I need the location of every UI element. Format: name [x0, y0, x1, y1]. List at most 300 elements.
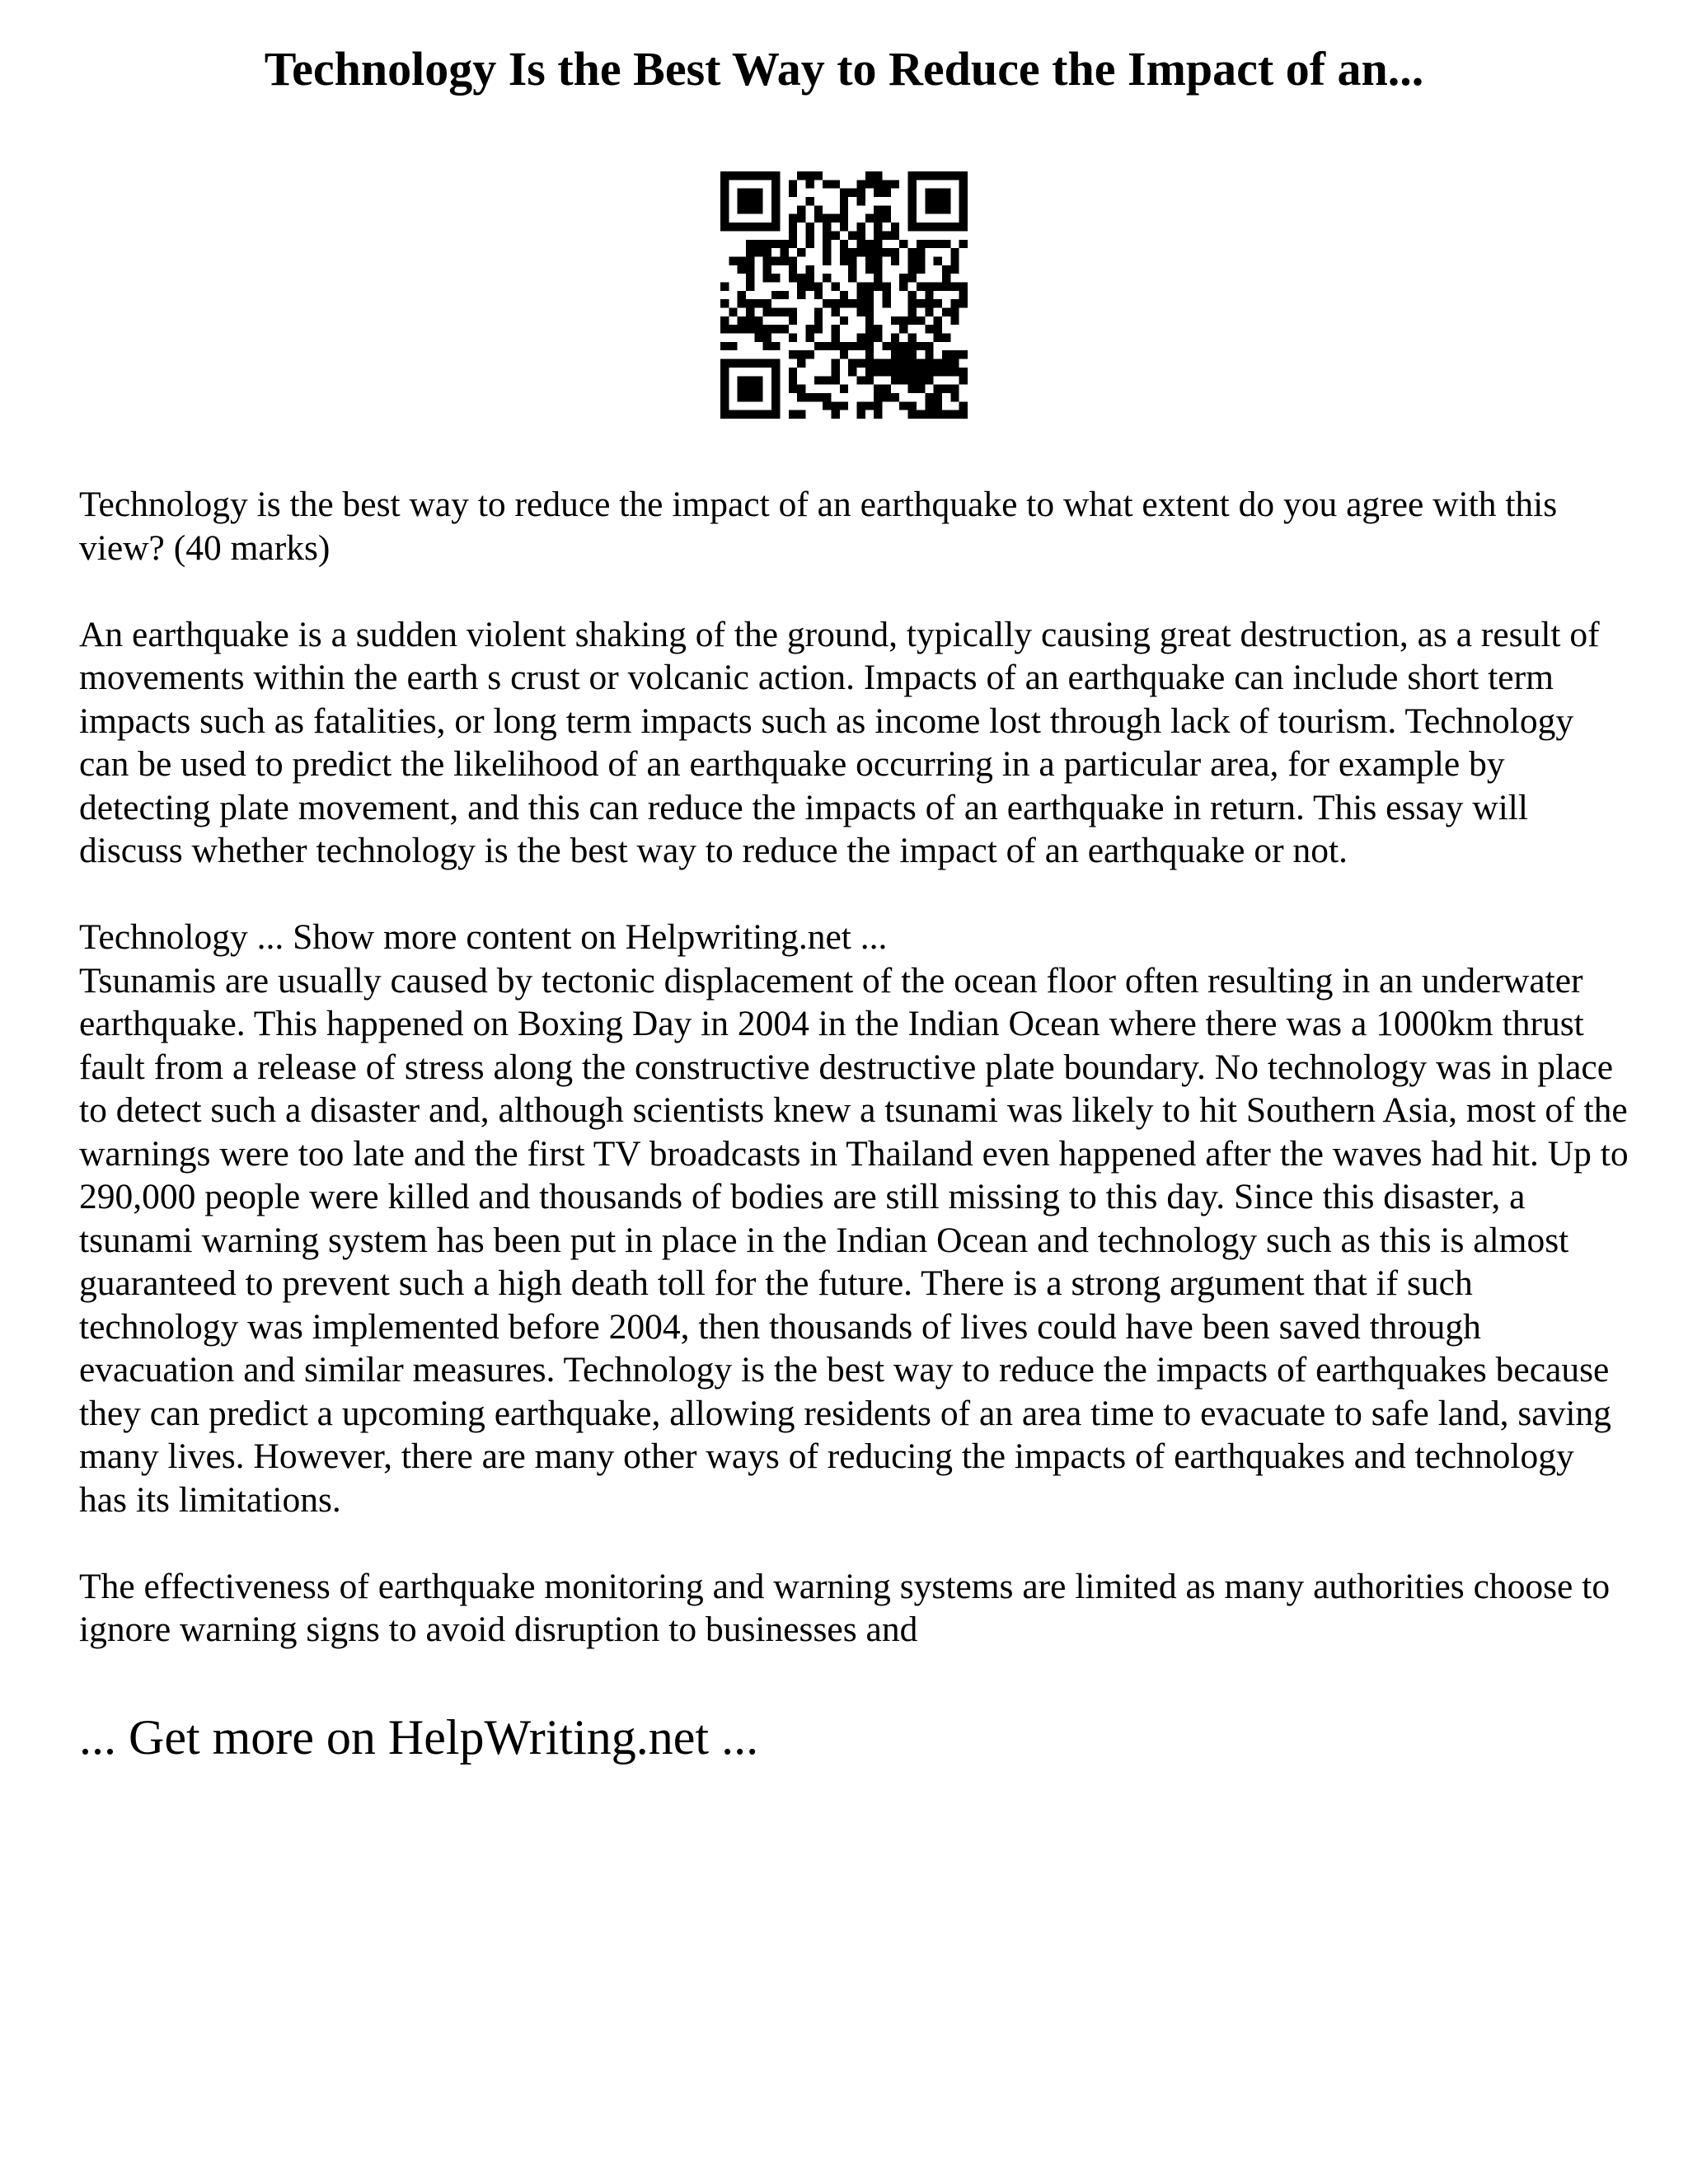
qr-module	[840, 316, 848, 325]
qr-module	[874, 189, 882, 197]
qr-module	[874, 334, 882, 342]
qr-module	[814, 282, 823, 290]
qr-module	[848, 274, 856, 282]
qr-module	[950, 410, 959, 419]
qr-module	[754, 316, 762, 325]
qr-module	[865, 291, 874, 299]
qr-module	[754, 325, 762, 333]
qr-module	[857, 376, 865, 384]
qr-module	[857, 299, 865, 307]
qr-module	[840, 291, 848, 299]
qr-module	[883, 359, 891, 368]
qr-module	[763, 308, 771, 316]
qr-module	[950, 350, 959, 359]
qr-module	[814, 171, 823, 180]
qr-module	[746, 282, 754, 290]
qr-module	[874, 274, 882, 282]
qr-module	[942, 350, 950, 359]
qr-module	[874, 368, 882, 376]
essay-body-paragraph: Tsunamis are usually caused by tectonic displacement of the ocean floor often resulting in an underwater earthquake. This happened on Boxing Day in 2004 in the Indian Ocean where there was a 1000km thrust fault from a release of stress along the constructive destructive plate boundary. No technology was in place to detect such a disaster and, although scientists knew a tsunami was likely to hit Southern Asia, most of the warnings were too late and the first TV broadcasts in Thailand even happened after the waves had hit. Up to 290,000 people were killed and thousands of bodies are still missing to this day. Since this disaster, a tsunami warning system has been put in place in the Indian Ocean and technology such as this is almost guaranteed to prevent such a high death toll for the future. There is a strong argument that if such technology was implemented before 2004, then thousands of lives could have been saved through evacuation and similar measures. Technology is the best way to reduce the impacts of earthquakes because they can predict a upcoming earthquake, allowing residents of an area time to evacuate to safe land, saving many lives. However, there are many other ways of reducing the impacts of earthquakes and technology has its limitations.	[79, 960, 1629, 1520]
qr-code-icon	[720, 171, 968, 419]
qr-module	[763, 256, 771, 265]
qr-module	[831, 231, 839, 239]
qr-timing-module	[771, 342, 780, 350]
qr-module	[950, 299, 959, 307]
qr-module	[942, 265, 950, 274]
qr-module	[883, 205, 891, 213]
qr-module	[805, 231, 814, 239]
qr-module	[840, 256, 848, 265]
qr-module	[942, 359, 950, 368]
qr-module	[848, 189, 856, 197]
qr-module	[908, 299, 917, 307]
qr-finder-top-right-right	[959, 180, 968, 223]
qr-module	[925, 308, 933, 316]
document-title: Technology Is the Best Way to Reduce the Impact of an...	[264, 42, 1424, 96]
qr-module	[950, 359, 959, 368]
qr-module	[840, 350, 848, 359]
qr-module	[934, 299, 942, 307]
qr-module	[805, 240, 814, 248]
qr-module	[805, 265, 814, 274]
qr-module	[763, 265, 771, 274]
qr-module	[917, 282, 925, 290]
qr-module	[805, 325, 814, 333]
qr-module	[746, 274, 754, 282]
qr-module	[848, 342, 856, 350]
qr-module	[925, 282, 933, 290]
qr-module	[823, 342, 831, 350]
qr-module	[814, 316, 823, 325]
qr-module	[865, 282, 874, 290]
qr-module	[934, 385, 942, 393]
qr-module	[754, 334, 762, 342]
qr-module	[942, 334, 950, 342]
qr-timing-module	[840, 223, 848, 231]
qr-module	[823, 180, 831, 188]
qr-module	[831, 334, 839, 342]
qr-module	[908, 385, 917, 393]
qr-module	[814, 308, 823, 316]
qr-module	[959, 350, 968, 359]
qr-module	[899, 350, 907, 359]
qr-module	[831, 342, 839, 350]
essay-introduction: An earthquake is a sudden violent shaking of the ground, typically causing great destruction, as a result of movements within the earth s crust or volcanic action. Impacts of an earthquake can include short term impacts such as fatalities, or long term impacts such as income lost through lack of tourism. Technology can be used to predict the likelihood of an earthquake occurring in a particular area, for example by detecting plate movement, and this can reduce the impacts of an earthquake in return. This essay will discuss whether technology is the best way to reduce the impact of an earthquake or not.	[79, 614, 1600, 870]
qr-module	[746, 316, 754, 325]
qr-module	[883, 282, 891, 290]
qr-module	[874, 359, 882, 368]
qr-module	[950, 316, 959, 325]
qr-module	[908, 291, 917, 299]
qr-module	[814, 214, 823, 223]
qr-module	[865, 316, 874, 325]
qr-module	[780, 291, 788, 299]
qr-module	[831, 180, 839, 188]
qr-module	[942, 368, 950, 376]
qr-module	[865, 240, 874, 248]
qr-module	[959, 376, 968, 384]
qr-module	[891, 334, 899, 342]
qr-module	[857, 231, 865, 239]
qr-module	[831, 359, 839, 368]
qr-alignment-left	[891, 350, 899, 376]
qr-module	[891, 393, 899, 401]
qr-module	[899, 240, 907, 248]
qr-module	[797, 385, 805, 393]
qr-module	[780, 248, 788, 256]
qr-module	[805, 393, 814, 401]
qr-module	[754, 299, 762, 307]
qr-module	[925, 393, 933, 401]
qr-module	[874, 256, 882, 265]
qr-module	[729, 342, 737, 350]
qr-module	[746, 248, 754, 256]
qr-module	[848, 265, 856, 274]
qr-module	[883, 299, 891, 307]
qr-module	[925, 291, 933, 299]
qr-module	[925, 401, 933, 410]
qr-module	[738, 299, 746, 307]
qr-module	[934, 325, 942, 333]
qr-finder-top-right-top	[908, 171, 968, 180]
qr-module	[840, 240, 848, 248]
qr-module	[814, 342, 823, 350]
qr-module	[848, 248, 856, 256]
qr-module	[789, 316, 797, 325]
qr-module	[874, 385, 882, 393]
qr-module	[857, 401, 865, 410]
qr-module	[934, 359, 942, 368]
qr-module	[805, 334, 814, 342]
qr-module	[917, 256, 925, 265]
qr-module	[959, 410, 968, 419]
qr-module	[874, 180, 882, 188]
qr-module	[857, 189, 865, 197]
qr-module	[959, 368, 968, 376]
qr-module	[738, 256, 746, 265]
qr-module	[814, 325, 823, 333]
qr-module	[899, 401, 907, 410]
qr-module	[917, 265, 925, 274]
qr-module	[720, 316, 729, 325]
qr-module	[865, 401, 874, 410]
qr-module	[891, 316, 899, 325]
qr-module	[865, 265, 874, 274]
qr-module	[763, 274, 771, 282]
qr-module	[899, 325, 907, 333]
qr-module	[908, 401, 917, 410]
qr-module	[883, 248, 891, 256]
qr-module	[857, 197, 865, 205]
qr-timing-module	[823, 223, 831, 231]
qr-module	[754, 248, 762, 256]
qr-module	[789, 214, 797, 223]
essay-closing-paragraph: The effectiveness of earthquake monitoring and warning systems are limited as many authorities choose to ignore warning signs to avoid disruption to businesses and	[79, 1566, 1611, 1649]
qr-module	[789, 180, 797, 188]
qr-module	[831, 368, 839, 376]
qr-module	[891, 231, 899, 239]
qr-module	[746, 240, 754, 248]
qr-module	[780, 256, 788, 265]
qr-module	[865, 308, 874, 316]
qr-module	[908, 334, 917, 342]
qr-module	[823, 299, 831, 307]
qr-module	[934, 393, 942, 401]
qr-timing-module	[771, 274, 780, 282]
qr-module	[805, 197, 814, 205]
qr-module	[789, 410, 797, 419]
qr-module	[805, 350, 814, 359]
qr-module	[823, 274, 831, 282]
qr-module	[738, 325, 746, 333]
qr-module	[789, 189, 797, 197]
qr-module	[942, 410, 950, 419]
qr-finder-bottom-left-center	[738, 376, 763, 401]
qr-module	[857, 410, 865, 419]
qr-module	[925, 410, 933, 419]
qr-module	[874, 393, 882, 401]
qr-module	[865, 299, 874, 307]
qr-module	[899, 282, 907, 290]
qr-module	[746, 308, 754, 316]
qr-timing-module	[771, 240, 780, 248]
qr-module	[865, 180, 874, 188]
qr-module	[823, 376, 831, 384]
qr-module	[950, 282, 959, 290]
qr-timing-module	[771, 325, 780, 333]
qr-module	[763, 240, 771, 248]
qr-timing-module	[771, 291, 780, 299]
qr-module	[814, 393, 823, 401]
qr-module	[950, 256, 959, 265]
qr-module	[848, 368, 856, 376]
qr-module	[908, 265, 917, 274]
qr-module	[840, 342, 848, 350]
qr-module	[746, 325, 754, 333]
qr-module	[883, 342, 891, 350]
qr-module	[899, 359, 907, 368]
qr-finder-top-right-bottom	[908, 223, 968, 231]
qr-module	[950, 368, 959, 376]
qr-module	[959, 240, 968, 248]
qr-module	[883, 180, 891, 188]
qr-module	[823, 401, 831, 410]
qr-module	[789, 274, 797, 282]
qr-module	[789, 231, 797, 239]
qr-module	[738, 265, 746, 274]
qr-module	[805, 282, 814, 290]
qr-module	[789, 240, 797, 248]
qr-module	[899, 368, 907, 376]
qr-finder-bottom-left-left	[720, 368, 729, 410]
qr-module	[917, 240, 925, 248]
qr-module	[908, 368, 917, 376]
qr-module	[934, 334, 942, 342]
qr-module	[797, 274, 805, 282]
qr-module	[865, 359, 874, 368]
qr-module	[925, 240, 933, 248]
qr-module	[865, 342, 874, 350]
qr-finder-top-right-left	[908, 180, 917, 223]
qr-module	[934, 240, 942, 248]
qr-module	[934, 410, 942, 419]
qr-module	[891, 248, 899, 256]
qr-module	[857, 342, 865, 350]
qr-timing-module	[857, 223, 865, 231]
qr-module	[950, 393, 959, 401]
qr-module	[908, 350, 917, 359]
qr-module	[746, 265, 754, 274]
qr-finder-bottom-left-right	[771, 368, 780, 410]
qr-module	[891, 180, 899, 188]
qr-module	[738, 316, 746, 325]
qr-module	[908, 316, 917, 325]
qr-module	[865, 334, 874, 342]
qr-module	[840, 197, 848, 205]
essay-question: Technology is the best way to reduce the impact of an earthquake to what extent do you agree with this view? (40 marks)	[79, 485, 1558, 568]
qr-module	[857, 308, 865, 316]
qr-module	[814, 291, 823, 299]
qr-module	[883, 291, 891, 299]
qr-module	[942, 240, 950, 248]
qr-module	[823, 256, 831, 265]
qr-module	[950, 308, 959, 316]
show-more-content-text: Technology ... Show more content on Helpwriting.net ...	[79, 917, 888, 957]
qr-module	[789, 308, 797, 316]
qr-module	[925, 325, 933, 333]
qr-module	[797, 350, 805, 359]
qr-module	[899, 274, 907, 282]
qr-module	[789, 368, 797, 376]
qr-module	[942, 385, 950, 393]
qr-module	[780, 308, 788, 316]
qr-module	[720, 325, 729, 333]
qr-module	[720, 299, 729, 307]
qr-module	[917, 248, 925, 256]
qr-module	[908, 410, 917, 419]
qr-module	[729, 325, 737, 333]
qr-module	[942, 308, 950, 316]
qr-module	[840, 401, 848, 410]
qr-module	[763, 248, 771, 256]
qr-module	[823, 393, 831, 401]
qr-module	[797, 282, 805, 290]
qr-module	[797, 393, 805, 401]
qr-module	[840, 214, 848, 223]
qr-module	[874, 240, 882, 248]
qr-module	[840, 205, 848, 213]
qr-module	[865, 376, 874, 384]
qr-module	[780, 240, 788, 248]
qr-module	[908, 256, 917, 265]
qr-module	[848, 299, 856, 307]
qr-module	[848, 359, 856, 368]
qr-module	[797, 205, 805, 213]
qr-module	[865, 368, 874, 376]
qr-module	[789, 334, 797, 342]
qr-module	[959, 282, 968, 290]
qr-module	[720, 282, 729, 290]
qr-module	[789, 265, 797, 274]
qr-module	[814, 376, 823, 384]
qr-module	[789, 350, 797, 359]
qr-module	[848, 231, 856, 239]
qr-module	[840, 248, 848, 256]
qr-module	[857, 291, 865, 299]
qr-module	[917, 299, 925, 307]
qr-module	[857, 180, 865, 188]
qr-module	[797, 291, 805, 299]
qr-alignment-bottom	[891, 376, 934, 384]
qr-module	[959, 299, 968, 307]
qr-module	[729, 308, 737, 316]
qr-finder-top-left-top	[720, 171, 780, 180]
qr-module	[908, 274, 917, 282]
qr-module	[831, 308, 839, 316]
qr-module	[814, 205, 823, 213]
qr-module	[823, 248, 831, 256]
qr-module	[789, 256, 797, 265]
qr-module	[874, 401, 882, 410]
qr-module	[840, 299, 848, 307]
qr-module	[934, 256, 942, 265]
qr-finder-top-left-center	[738, 189, 763, 214]
qr-module	[874, 282, 882, 290]
qr-module	[883, 368, 891, 376]
qr-module	[823, 231, 831, 239]
qr-module	[720, 342, 729, 350]
qr-module	[831, 299, 839, 307]
qr-module	[865, 171, 874, 180]
qr-module	[763, 325, 771, 333]
qr-module	[746, 256, 754, 265]
qr-module	[831, 214, 839, 223]
qr-module	[738, 291, 746, 299]
qr-module	[729, 256, 737, 265]
qr-module	[883, 231, 891, 239]
qr-module	[891, 256, 899, 265]
qr-module	[883, 189, 891, 197]
qr-module	[959, 291, 968, 299]
qr-module	[831, 282, 839, 290]
qr-module	[831, 325, 839, 333]
qr-module	[883, 214, 891, 223]
qr-finder-top-left-bottom	[720, 223, 780, 231]
qr-module	[857, 359, 865, 368]
qr-finder-bottom-left-top	[720, 359, 780, 368]
qr-module	[865, 325, 874, 333]
qr-module	[865, 214, 874, 223]
qr-module	[797, 248, 805, 256]
qr-module	[857, 240, 865, 248]
qr-module	[874, 205, 882, 213]
qr-module	[908, 308, 917, 316]
get-more-link[interactable]: ... Get more on HelpWriting.net ...	[79, 1710, 759, 1765]
qr-module	[917, 410, 925, 419]
qr-timing-module	[874, 223, 882, 231]
qr-timing-module	[789, 223, 797, 231]
qr-module	[754, 240, 762, 248]
qr-module	[874, 214, 882, 223]
qr-module	[950, 385, 959, 393]
qr-finder-bottom-left-bottom	[720, 410, 780, 419]
qr-module	[917, 368, 925, 376]
qr-module	[899, 316, 907, 325]
qr-module	[857, 334, 865, 342]
qr-module	[857, 282, 865, 290]
qr-timing-module	[771, 256, 780, 265]
qr-module	[763, 342, 771, 350]
